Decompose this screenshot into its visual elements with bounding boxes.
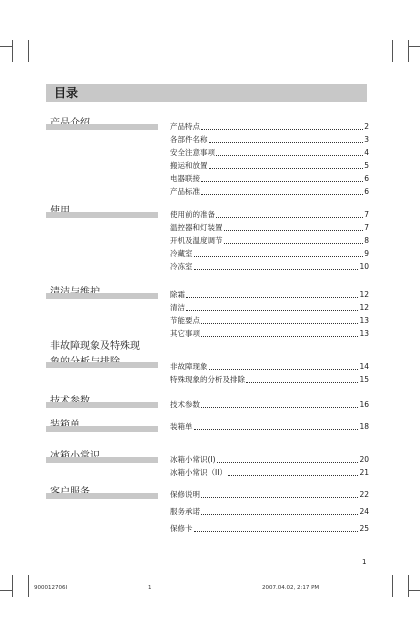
toc-entry[interactable]	[170, 133, 369, 146]
entry-title: 装箱单	[170, 422, 193, 431]
toc-entry[interactable]	[170, 420, 369, 433]
toc-entry[interactable]	[170, 505, 369, 518]
dot-leader	[217, 461, 359, 463]
crop-mark	[408, 40, 409, 62]
crop-mark	[408, 575, 409, 597]
entry-title: 节能要点	[170, 316, 200, 325]
entry-title: 产品特点	[170, 122, 200, 131]
entry-page: 18	[359, 422, 369, 431]
crop-mark	[392, 575, 393, 597]
toc-entry[interactable]	[170, 466, 369, 479]
toc-entry[interactable]	[170, 234, 369, 247]
dot-leader	[201, 406, 358, 408]
entry-page: 7	[364, 210, 369, 219]
entry-page: 9	[364, 249, 369, 258]
dot-leader	[209, 141, 364, 143]
page-title: 目录	[54, 86, 79, 100]
entry-page: 7	[364, 223, 369, 232]
crop-mark	[408, 46, 420, 47]
dot-leader	[216, 216, 363, 218]
toc-entry[interactable]	[170, 159, 369, 172]
crop-mark	[12, 575, 13, 597]
entry-title: 其它事项	[170, 329, 200, 338]
entry-page: 22	[359, 490, 369, 499]
entry-title: 服务承诺	[170, 507, 200, 516]
dot-leader	[228, 474, 359, 476]
dot-leader	[194, 530, 359, 532]
dot-leader	[246, 381, 358, 383]
entry-title: 除霜	[170, 290, 185, 299]
entry-page: 10	[359, 262, 369, 271]
entry-page: 24	[359, 507, 369, 516]
entry-title: 冷藏室	[170, 249, 193, 258]
entry-title: 保修说明	[170, 490, 200, 499]
entry-page: 13	[359, 316, 369, 325]
entry-page: 13	[359, 329, 369, 338]
dot-leader	[201, 322, 358, 324]
entry-page: 14	[359, 362, 369, 371]
entry-title: 使用前的准备	[170, 210, 215, 219]
toc-entry[interactable]	[170, 247, 369, 260]
entry-title: 温控器和灯装置	[170, 223, 223, 232]
entry-page: 8	[364, 236, 369, 245]
toc-entry[interactable]	[170, 185, 369, 198]
toc-entry[interactable]	[170, 453, 369, 466]
dot-leader	[201, 496, 358, 498]
entry-title: 特殊现象的分析及排除	[170, 375, 245, 384]
entry-title: 清洁	[170, 303, 185, 312]
entry-page: 3	[364, 135, 369, 144]
dot-leader	[216, 154, 363, 156]
toc-entry[interactable]	[170, 208, 369, 221]
toc-entry[interactable]	[170, 373, 369, 386]
section-bar	[46, 362, 158, 368]
crop-mark	[12, 40, 13, 62]
entry-page: 20	[359, 455, 369, 464]
toc-title-bar	[46, 84, 367, 102]
entry-title: 电器联接	[170, 174, 200, 183]
toc-entry[interactable]	[170, 221, 369, 234]
dot-leader	[201, 128, 363, 130]
dot-leader	[201, 193, 363, 195]
entry-title: 搬运和放置	[170, 161, 208, 170]
entry-page: 12	[359, 303, 369, 312]
entry-title: 非故障现象	[170, 362, 208, 371]
dot-leader	[224, 229, 364, 231]
crop-mark	[0, 590, 12, 591]
entry-title: 保修卡	[170, 524, 193, 533]
toc-entry[interactable]	[170, 327, 369, 340]
dot-leader	[224, 242, 364, 244]
dot-leader	[201, 180, 363, 182]
crop-mark	[0, 46, 12, 47]
toc-entry[interactable]	[170, 288, 369, 301]
section-bar	[46, 493, 158, 499]
section-bar	[46, 402, 158, 408]
entry-page: 6	[364, 187, 369, 196]
section-bar	[46, 457, 158, 463]
entry-page: 6	[364, 174, 369, 183]
toc-entry[interactable]	[170, 488, 369, 501]
crop-mark	[28, 40, 29, 62]
section-bar	[46, 426, 158, 432]
dot-leader	[201, 335, 358, 337]
entry-page: 12	[359, 290, 369, 299]
dot-leader	[194, 255, 364, 257]
toc-entry[interactable]	[170, 522, 369, 535]
toc-entry[interactable]	[170, 301, 369, 314]
entry-title: 冰箱小常识（II）	[170, 468, 227, 477]
dot-leader	[194, 428, 359, 430]
crop-mark	[408, 590, 420, 591]
entry-page: 15	[359, 375, 369, 384]
toc-entry[interactable]	[170, 260, 369, 273]
entry-title: 安全注意事项	[170, 148, 215, 157]
entry-title: 冷冻室	[170, 262, 193, 271]
section-bar	[46, 124, 158, 130]
toc-entry[interactable]	[170, 398, 369, 411]
section-bar	[46, 293, 158, 299]
crop-mark	[392, 40, 393, 62]
toc-entry[interactable]	[170, 146, 369, 159]
page-number: 1	[362, 558, 367, 566]
footer-doc-id: 900012706I	[34, 585, 68, 591]
dot-leader	[194, 268, 359, 270]
footer-timestamp: 2007.04.02, 2:17 PM	[262, 585, 320, 591]
dot-leader	[186, 309, 358, 311]
toc-entry[interactable]	[170, 172, 369, 185]
entry-page: 5	[364, 161, 369, 170]
entry-title: 产品标准	[170, 187, 200, 196]
entry-page: 16	[359, 400, 369, 409]
entry-title: 各部件名称	[170, 135, 208, 144]
section-label-line-1: 非故障现象及特殊现	[50, 341, 140, 352]
dot-leader	[209, 368, 359, 370]
dot-leader	[209, 167, 364, 169]
entry-page: 25	[359, 524, 369, 533]
dot-leader	[201, 513, 358, 515]
dot-leader	[186, 296, 358, 298]
entry-page: 21	[359, 468, 369, 477]
toc-entry[interactable]	[170, 120, 369, 133]
entry-title: 开机及温度调节	[170, 236, 223, 245]
section-bar	[46, 212, 158, 218]
toc-entry[interactable]	[170, 360, 369, 373]
entry-page: 2	[364, 122, 369, 131]
entry-page: 4	[364, 148, 369, 157]
entry-title: 技术参数	[170, 400, 200, 409]
entry-title: 冰箱小常识(I)	[170, 455, 216, 464]
toc-entry[interactable]	[170, 314, 369, 327]
crop-mark	[28, 575, 29, 597]
footer-page: 1	[148, 585, 152, 591]
